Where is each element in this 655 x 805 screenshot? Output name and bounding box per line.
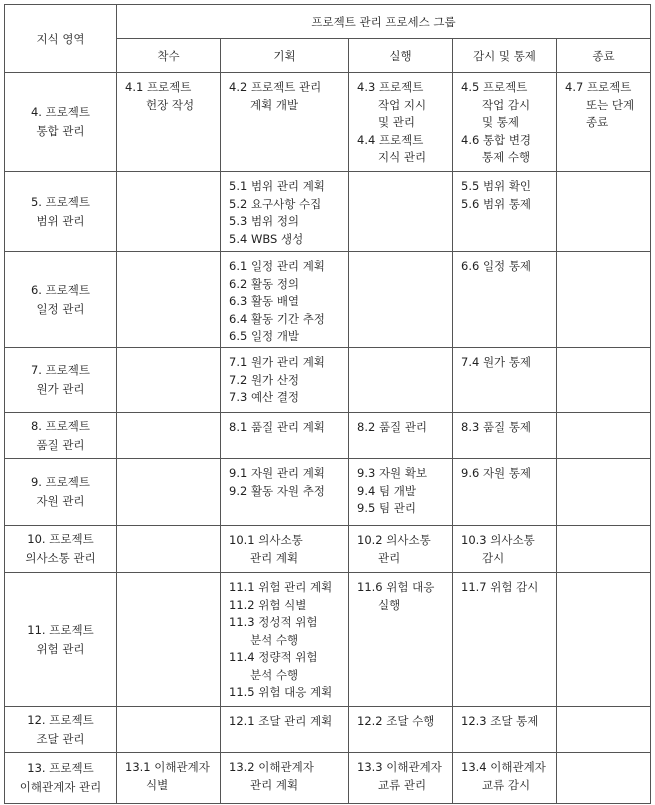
process-item-title: 6.5 일정 개발 xyxy=(229,329,300,343)
knowledge-area-cell xyxy=(5,753,117,804)
process-item xyxy=(461,258,552,276)
process-item-title: 7.1 원가 관리 계획 xyxy=(229,355,325,369)
process-item-continuation: 관리 계획 xyxy=(250,550,299,565)
process-cell-monitoring-controlling xyxy=(453,413,557,459)
table-row xyxy=(5,707,651,753)
knowledge-area-label: 9. 프로젝트 xyxy=(30,475,91,489)
process-item xyxy=(229,389,344,407)
process-item-title: 12.2 조달 수행 xyxy=(357,714,435,728)
process-item-title: 8.3 품질 통제 xyxy=(461,420,532,434)
process-item-title: 10.1 의사소통 xyxy=(229,533,303,547)
process-item xyxy=(229,614,344,649)
process-cell-initiating xyxy=(117,73,221,172)
process-cell-initiating xyxy=(117,573,221,707)
process-item xyxy=(229,196,344,214)
process-item xyxy=(229,258,344,276)
table-row xyxy=(5,753,651,804)
knowledge-area-label: 6. 프로젝트 xyxy=(30,282,91,297)
process-cell-planning xyxy=(221,459,349,526)
process-item xyxy=(461,132,552,167)
process-item-title: 11.1 위험 관리 계획 xyxy=(229,580,333,594)
process-item xyxy=(461,354,552,372)
process-cell-initiating xyxy=(117,413,221,459)
process-item-title: 10.2 의사소통 xyxy=(357,533,431,547)
process-item-title: 10.3 의사소통 xyxy=(461,533,535,547)
process-cell-closing xyxy=(557,573,651,707)
process-cell-planning xyxy=(221,413,349,459)
process-item-continuation: 감시 xyxy=(482,550,505,565)
process-item-continuation: 관리 계획 xyxy=(250,777,299,792)
knowledge-area-label: 일정 관리 xyxy=(36,301,85,316)
process-item xyxy=(357,79,448,132)
process-item-title: 11.6 위험 대응 xyxy=(357,580,435,594)
process-item xyxy=(461,419,552,437)
knowledge-area-cell xyxy=(5,707,117,753)
process-cell-monitoring-controlling xyxy=(453,172,557,252)
process-item-title: 11.3 정성적 위험 xyxy=(229,615,318,629)
process-item-continuation: 분석 수행 xyxy=(250,632,299,647)
process-item xyxy=(229,213,344,231)
knowledge-area-cell xyxy=(5,252,117,348)
process-item xyxy=(125,79,216,114)
process-item-title: 8.1 품질 관리 계획 xyxy=(229,420,325,434)
table-row xyxy=(5,573,651,707)
table-row xyxy=(5,252,651,348)
process-item-title: 13.2 이해관계자 xyxy=(229,760,314,774)
process-cell-planning xyxy=(221,753,349,804)
process-item xyxy=(229,597,344,615)
knowledge-area-label: 4. 프로젝트 xyxy=(30,105,91,119)
header-initiating: 착수 xyxy=(117,39,221,73)
process-cell-monitoring-controlling xyxy=(453,526,557,573)
process-cell-initiating xyxy=(117,459,221,526)
table-row xyxy=(5,348,651,413)
process-cell-planning xyxy=(221,707,349,753)
process-item xyxy=(461,579,552,597)
process-item-title: 9.6 자원 통제 xyxy=(461,466,532,480)
process-cell-executing xyxy=(349,73,453,172)
process-item-continuation: 통제 수행 xyxy=(482,150,531,164)
process-item-title: 5.2 요구사항 수집 xyxy=(229,196,322,211)
knowledge-area-label: 7. 프로젝트 xyxy=(30,363,91,377)
process-item xyxy=(229,372,344,390)
knowledge-area-label: 8. 프로젝트 xyxy=(30,418,91,433)
process-item-title: 9.1 자원 관리 계획 xyxy=(229,466,325,480)
process-item xyxy=(229,649,344,684)
process-item xyxy=(229,79,344,114)
header-monitoring-controlling: 감시 및 통제 xyxy=(453,39,557,73)
process-item-title: 8.2 품질 관리 xyxy=(357,420,428,434)
process-item-title: 7.3 예산 결정 xyxy=(229,390,300,404)
process-cell-closing xyxy=(557,753,651,804)
knowledge-area-label: 조달 관리 xyxy=(36,731,85,746)
process-item-title: 5.1 범위 관리 계획 xyxy=(229,179,325,193)
process-cell-initiating xyxy=(117,707,221,753)
process-item-title: 5.6 범위 통제 xyxy=(461,196,532,211)
process-item xyxy=(357,465,448,483)
process-item xyxy=(357,419,448,437)
knowledge-area-label: 11. 프로젝트 xyxy=(27,622,94,637)
process-item-title: 4.6 통합 변경 xyxy=(461,132,532,147)
process-item-title: 5.5 범위 확인 xyxy=(461,179,532,193)
process-item-title: 4.5 프로젝트 xyxy=(461,80,528,94)
process-item-continuation: 교류 감시 xyxy=(482,777,531,792)
knowledge-area-cell xyxy=(5,348,117,413)
process-cell-monitoring-controlling xyxy=(453,252,557,348)
process-item xyxy=(565,79,646,132)
process-cell-closing xyxy=(557,252,651,348)
process-item-title: 4.3 프로젝트 xyxy=(357,80,424,94)
process-item-title: 9.2 활동 자원 추정 xyxy=(229,483,325,498)
process-cell-planning xyxy=(221,252,349,348)
knowledge-area-label: 10. 프로젝트 xyxy=(27,532,94,546)
process-item-title: 4.1 프로젝트 xyxy=(125,80,192,94)
process-item-title: 4.7 프로젝트 xyxy=(565,80,632,94)
table-row xyxy=(5,413,651,459)
process-cell-planning xyxy=(221,172,349,252)
process-item-title: 6.1 일정 관리 계획 xyxy=(229,259,325,273)
process-item-continuation: 식별 xyxy=(146,777,169,792)
process-item-title: 5.3 범위 정의 xyxy=(229,214,300,228)
knowledge-area-label: 12. 프로젝트 xyxy=(27,712,94,727)
process-item-continuation: 종료 xyxy=(586,115,609,129)
process-item-title: 6.3 활동 배열 xyxy=(229,294,300,308)
process-item-continuation: 작업 지시 xyxy=(378,97,427,112)
process-item-title: 13.4 이해관계자 xyxy=(461,760,546,774)
process-item-title: 13.3 이해관계자 xyxy=(357,760,442,774)
process-cell-planning xyxy=(221,73,349,172)
process-item xyxy=(229,328,344,346)
header-planning: 기획 xyxy=(221,39,349,73)
process-item xyxy=(357,483,448,501)
process-item xyxy=(229,759,344,794)
process-cell-initiating xyxy=(117,348,221,413)
process-cell-initiating xyxy=(117,252,221,348)
process-item-continuation: 또는 단계 xyxy=(586,97,635,112)
process-cell-executing xyxy=(349,348,453,413)
knowledge-area-label: 의사소통 관리 xyxy=(25,551,96,565)
process-item-continuation: 관리 xyxy=(378,550,401,565)
header-process-group: 프로젝트 관리 프로세스 그룹 xyxy=(117,5,651,39)
knowledge-area-cell xyxy=(5,73,117,172)
process-cell-monitoring-controlling xyxy=(453,459,557,526)
process-cell-executing xyxy=(349,753,453,804)
process-item-title: 5.4 WBS 생성 xyxy=(229,231,304,246)
process-cell-planning xyxy=(221,573,349,707)
process-cell-monitoring-controlling xyxy=(453,707,557,753)
process-item-title: 6.4 활동 기간 추정 xyxy=(229,311,325,326)
process-item xyxy=(229,178,344,196)
process-item-continuation: 및 관리 xyxy=(378,115,415,129)
process-cell-closing xyxy=(557,707,651,753)
process-item xyxy=(357,759,448,794)
knowledge-area-label: 품질 관리 xyxy=(36,437,85,452)
table-body xyxy=(5,73,651,804)
process-item-continuation: 교류 관리 xyxy=(378,777,427,792)
process-item xyxy=(229,419,344,437)
process-cell-executing xyxy=(349,707,453,753)
knowledge-area-label: 13. 프로젝트 xyxy=(27,761,94,775)
process-cell-closing xyxy=(557,348,651,413)
process-item-continuation: 및 통제 xyxy=(482,115,519,129)
process-cell-executing xyxy=(349,252,453,348)
process-cell-initiating xyxy=(117,172,221,252)
knowledge-area-cell xyxy=(5,573,117,707)
process-item xyxy=(229,579,344,597)
process-item xyxy=(357,532,448,567)
process-item xyxy=(229,231,344,249)
process-cell-closing xyxy=(557,172,651,252)
process-item-title: 13.1 이해관계자 xyxy=(125,760,210,774)
process-cell-closing xyxy=(557,413,651,459)
process-item xyxy=(357,713,448,731)
process-item-title: 4.2 프로젝트 관리 xyxy=(229,80,322,94)
process-item-title: 11.2 위험 식별 xyxy=(229,597,307,612)
header-closing: 종료 xyxy=(557,39,651,73)
table-row xyxy=(5,73,651,172)
process-item-continuation: 실행 xyxy=(378,597,401,612)
process-item-title: 6.6 일정 통제 xyxy=(461,259,532,273)
process-item-title: 12.3 조달 통제 xyxy=(461,714,539,728)
header-executing: 실행 xyxy=(349,39,453,73)
table-row xyxy=(5,172,651,252)
process-item-title: 11.5 위험 대응 계획 xyxy=(229,685,333,699)
knowledge-area-label: 위험 관리 xyxy=(36,641,85,656)
process-cell-initiating xyxy=(117,526,221,573)
process-cell-monitoring-controlling xyxy=(453,348,557,413)
knowledge-area-cell xyxy=(5,459,117,526)
process-item xyxy=(357,579,448,614)
process-item-continuation: 분석 수행 xyxy=(250,667,299,682)
process-item-title: 9.4 팀 개발 xyxy=(357,483,416,498)
process-item xyxy=(125,759,216,794)
process-cell-monitoring-controlling xyxy=(453,753,557,804)
knowledge-area-label: 자원 관리 xyxy=(36,494,85,508)
process-item xyxy=(229,684,344,702)
process-group-table xyxy=(4,4,651,804)
process-item xyxy=(229,465,344,483)
process-cell-closing xyxy=(557,73,651,172)
process-item-title: 12.1 조달 관리 계획 xyxy=(229,714,333,728)
process-cell-planning xyxy=(221,348,349,413)
process-item-continuation: 지식 관리 xyxy=(378,150,427,164)
process-item-continuation: 계획 개발 xyxy=(250,97,299,112)
process-item-title: 11.4 정량적 위험 xyxy=(229,650,318,664)
process-item xyxy=(461,178,552,196)
process-item xyxy=(461,532,552,567)
process-item xyxy=(461,713,552,731)
process-item-title: 9.3 자원 확보 xyxy=(357,466,428,480)
process-cell-monitoring-controlling xyxy=(453,573,557,707)
process-item-continuation: 헌장 작성 xyxy=(146,97,195,112)
header-knowledge-area: 지식 영역 xyxy=(5,5,117,73)
process-cell-initiating xyxy=(117,753,221,804)
process-cell-executing xyxy=(349,413,453,459)
process-cell-executing xyxy=(349,172,453,252)
knowledge-area-label: 원가 관리 xyxy=(36,382,85,396)
process-item xyxy=(229,483,344,501)
process-item xyxy=(461,79,552,132)
knowledge-area-cell xyxy=(5,413,117,459)
process-item xyxy=(229,713,344,731)
process-cell-executing xyxy=(349,526,453,573)
process-item xyxy=(357,132,448,167)
process-item xyxy=(229,276,344,294)
process-cell-closing xyxy=(557,526,651,573)
process-item xyxy=(229,354,344,372)
process-item-title: 7.4 원가 통제 xyxy=(461,355,532,369)
knowledge-area-label: 범위 관리 xyxy=(36,213,85,228)
process-item-title: 6.2 활동 정의 xyxy=(229,276,300,291)
table-row xyxy=(5,526,651,573)
process-item xyxy=(461,465,552,483)
process-cell-monitoring-controlling xyxy=(453,73,557,172)
process-cell-executing xyxy=(349,573,453,707)
process-item-continuation: 작업 감시 xyxy=(482,97,531,112)
knowledge-area-label: 이해관계자 관리 xyxy=(19,780,102,794)
knowledge-area-cell xyxy=(5,172,117,252)
knowledge-area-label: 5. 프로젝트 xyxy=(30,194,91,209)
knowledge-area-cell xyxy=(5,526,117,573)
process-cell-planning xyxy=(221,526,349,573)
process-item xyxy=(461,759,552,794)
knowledge-area-label: 통합 관리 xyxy=(36,124,85,138)
table-row xyxy=(5,459,651,526)
process-item-title: 11.7 위험 감시 xyxy=(461,580,539,594)
process-item xyxy=(229,311,344,329)
process-cell-executing xyxy=(349,459,453,526)
process-item xyxy=(229,293,344,311)
process-item xyxy=(229,532,344,567)
process-item-title: 7.2 원가 산정 xyxy=(229,372,300,387)
process-item-title: 4.4 프로젝트 xyxy=(357,132,424,147)
process-item xyxy=(357,500,448,518)
process-item xyxy=(461,196,552,214)
process-item-title: 9.5 팀 관리 xyxy=(357,501,416,515)
process-cell-closing xyxy=(557,459,651,526)
